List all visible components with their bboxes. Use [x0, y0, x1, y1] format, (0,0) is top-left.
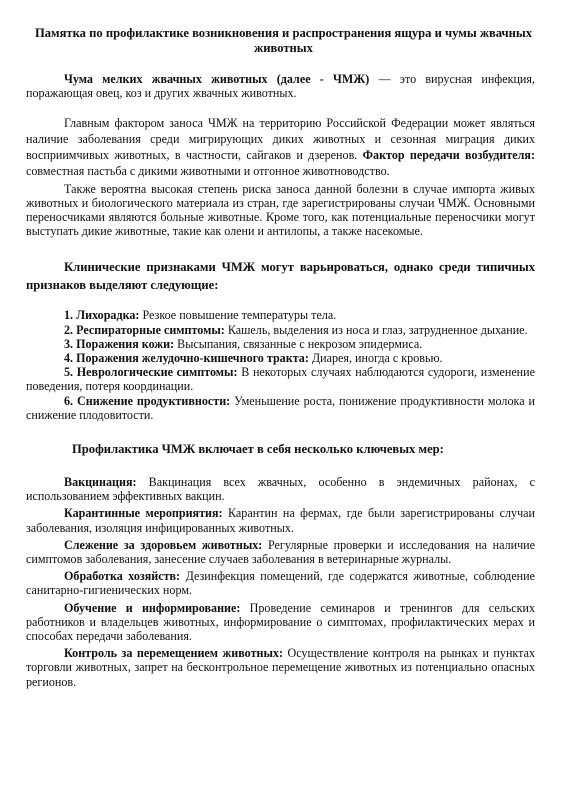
list-item — [26, 569, 535, 597]
measure-term: Обработка хозяйств: — [64, 569, 181, 584]
factor-paragraph — [26, 116, 535, 179]
list-item — [26, 351, 535, 365]
prevention-heading: Профилактика ЧМЖ включает в себя несколько ключевых мер: — [72, 442, 444, 457]
sign-text: Диарея, иногда с кровью. — [308, 351, 443, 366]
measure-text: Регулярные проверки и исследования на наличие симптомов заболевания, занесение случаев заболевания в ветеринарные журналы. — [26, 537, 535, 567]
list-item — [26, 394, 535, 422]
list-item — [26, 506, 535, 534]
list-item — [26, 365, 535, 393]
measure-term: Карантинные мероприятия: — [64, 506, 223, 521]
list-item — [26, 538, 535, 566]
document-title: Памятка по профилактике возникновения и распространения ящура и чумы жвачных животных — [34, 26, 533, 55]
measure-text: Проведение семинаров и тренингов для сельских работников и владельцев животных, информирование о симптомах, профилактических мерах и способах передачи заболевания. — [26, 600, 535, 644]
intro-paragraph — [26, 72, 535, 100]
factor-text-2: совместная пастьба с дикими животными и отгонное животноводство. — [26, 163, 390, 178]
measure-text: Осуществление контроля на рынках и пунктах торговли животных, запрет на бесконтрольное перемещение животных из потенциально опасных регионов. — [26, 646, 535, 689]
measures-list — [26, 475, 535, 689]
list-item — [26, 308, 535, 322]
measure-term: Контроль за перемещением животных: — [64, 646, 283, 661]
sign-text: Уменьшение роста, понижение продуктивности молока и снижение плодовитости. — [26, 393, 535, 422]
sign-text: Высыпания, связанные с некрозом эпидермиса. — [174, 336, 423, 351]
measure-term: Обучение и информирование: — [64, 600, 241, 615]
factor-text-1: Главным фактором заноса ЧМЖ на территорию Российской Федерации может являться наличие заболевания среди мигрирующих диких животных и сезонная миграция диких восприимчивых животных, в частности, сайгаков и дзеренов. — [26, 116, 535, 162]
signs-heading: Клинические признаками ЧМЖ могут варьироваться, однако среди типичных признаков выделяют следующие: — [26, 260, 535, 293]
list-item — [26, 475, 535, 503]
sign-term: 3. Поражения кожи: — [64, 336, 175, 351]
signs-list — [26, 308, 535, 422]
sign-text: Кашель, выделения из носа и глаз, затрудненное дыхание. — [224, 322, 528, 337]
sign-term: 2. Респираторные симптомы: — [64, 322, 225, 337]
measure-term: Вакцинация: — [64, 475, 137, 490]
intro-term: Чума мелких жвачных животных (далее - ЧМЖ) — [64, 72, 370, 86]
sign-term: 5. Неврологические симптомы: — [64, 365, 238, 380]
list-item — [26, 601, 535, 644]
measure-text: Карантин на фермах, где были зарегистрированы случаи заболевания, изоляция инфицированных животных. — [26, 506, 536, 535]
list-item — [26, 646, 535, 689]
list-item — [26, 323, 535, 337]
intro-text: — это вирусная инфекция, поражающая овец, коз и других жвачных животных. — [26, 72, 535, 101]
measure-text: Вакцинация всех жвачных, особенно в эндемичных районах, с использованием эффективных вакцин. — [26, 475, 535, 504]
sign-term: 6. Снижение продуктивности: — [64, 393, 231, 408]
sign-term: 1. Лихорадка: — [64, 308, 140, 323]
sign-term: 4. Поражения желудочно-кишечного тракта: — [64, 351, 309, 366]
measure-text: Дезинфекция помещений, где содержатся животные, соблюдение санитарно-гигиенических норм. — [26, 569, 535, 598]
measure-term: Слежение за здоровьем животных: — [64, 537, 263, 552]
sign-text: В некоторых случаях наблюдаются судороги, изменение поведения, потеря координации. — [26, 365, 535, 394]
sign-text: Резкое повышение температуры тела. — [139, 308, 337, 323]
factor-term: Фактор передачи возбудителя: — [362, 148, 535, 162]
import-paragraph: Также вероятна высокая степень риска заноса данной болезни в случае импорта живых животных и биологического материала из стран, где зарегистрированы случаи ЧМЖ. Основными переносчиками являются больные животные. Кроме того, как потенциальные переносчики могут выступать дикие животные, такие как олени и антилопы, а также насекомые. — [26, 181, 535, 239]
list-item — [26, 337, 535, 351]
